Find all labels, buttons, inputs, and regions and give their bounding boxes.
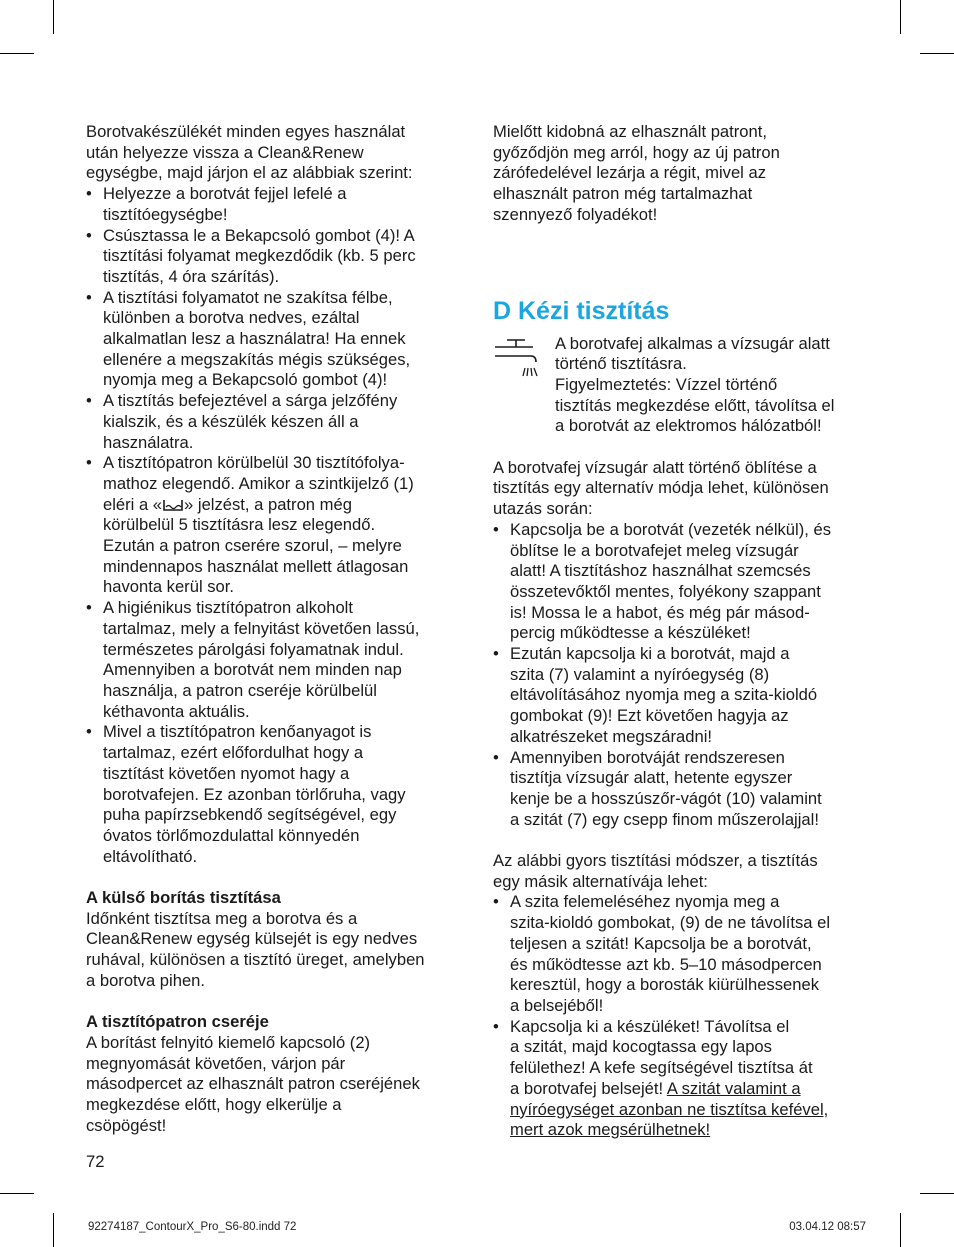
list-item: • A tisztítási folyamatot ne szakítsa félbe, különben a borotva nedves, ezáltal alkalmatlan lesz a használatra! Ha ennek ellenére a megszakítás mégis szükséges, nyomja meg a Bekapcsoló gombot (4)! xyxy=(86,288,466,392)
crop-mark xyxy=(0,53,34,54)
crop-mark xyxy=(900,1213,901,1247)
water-rinse-icon xyxy=(493,336,545,380)
footer-file-info: 92274187_ContourX_Pro_S6-80.indd 72 xyxy=(88,1221,297,1233)
list-item: • Kapcsolja ki a készüléket! Távolítsa el a szitát, majd kocogtassa egy lapos felülethez! A kefe segítségével tisztítsa át a borotvafej belsejét! A szitát valamint a nyíróegységet azonban ne tisztítsa kefével, mert azok megsérülhetnek! xyxy=(493,1017,873,1141)
left-column xyxy=(86,122,466,1136)
cartridge-replace-text: A borítást felnyitó kiemelő kapcsoló (2) megnyomását követően, várjon pár másodpercet az elhasznált patron cseréjének megkezdése előtt, hogy elkerülje a csöpögést! xyxy=(86,1032,420,1135)
footer-timestamp: 03.04.12 08:57 xyxy=(789,1221,866,1233)
intro-paragraph: Borotvakészülékét minden egyes használat után helyezze vissza a Clean&Renew egységbe, majd járjon el az alábbiak szerint: xyxy=(86,122,413,183)
quick-clean-paragraph: Az alábbi gyors tisztítási módszer, a tisztítás egy másik alternatívája lehet: xyxy=(493,851,818,891)
level-indicator-icon xyxy=(162,498,184,512)
rinse-steps-list xyxy=(493,520,873,831)
crop-mark xyxy=(920,53,954,54)
list-item: • A tisztítás befejeztével a sárga jelzőfény kialszik, és a készülék készen áll a használatra. xyxy=(86,391,466,453)
outer-cleaning-text: Időnként tisztítsa meg a borotva és a Clean&Renew egység külsejét is egy nedves ruhával, különösen a tisztító üreget, amelyben a borotva pihen. xyxy=(86,908,425,990)
list-item: • A tisztítópatron körülbelül 30 tisztítófolya- mathoz elegendő. Amikor a szintkijelző (1) eléri a « » jelzést, a patron még körülbelül 5 tisztításra lesz elegendő. Ezután a patron cserére szorul, – melyre mindennapos használat mellett átlagosan havonta kerül sor. xyxy=(86,453,466,598)
list-item: • Ezután kapcsolja ki a borotvát, majd a szita (7) valamint a nyíróegység (8) eltávolításához nyomja meg a szita-kioldó gombokat (9)! Ezt követően hagyja az alkatrészeket megszáradni! xyxy=(493,644,873,748)
brush-warning: A szitát valamint a xyxy=(666,1078,801,1098)
disposal-paragraph: Mielőtt kidobná az elhasznált patront, győződjön meg arról, hogy az új patron zárófedelével lezárja a régit, mivel az elhasznált patron még tartalmazhat szennyező folyadékot! xyxy=(493,122,780,224)
cleaning-steps-list xyxy=(86,184,466,867)
list-item: • A higiénikus tisztítópatron alkoholt tartalmaz, mely a felnyitást követően lassú, természetes párolgási folyamatnak indul. Amennyiben a borotvát nem minden nap használja, a patron cseréje körülbelül kéthavonta aktuális. xyxy=(86,598,466,722)
cartridge-replace-heading: A tisztítópatron cseréje xyxy=(86,1012,269,1032)
list-item: • A szita felemeléséhez nyomja meg a szita-kioldó gombokat, (9) de ne távolítsa el teljesen a szitát! Kapcsolja be a borotvát, és működtesse azt kb. 5–10 másodpercen keresztül, hogy a borosták kiürülhessenek a belsejéből! xyxy=(493,892,873,1016)
water-warning: A borotvafej alkalmas a vízsugár alatt történő tisztításra. Figyelmeztetés: Vízzel történő tisztítás megkezdése előtt, távolítsa el a borotvát az elektromos hálózatból! xyxy=(493,334,873,438)
list-item: • Csúsztassa le a Bekapcsoló gombot (4)! A tisztítási folyamat megkezdődik (kb. 5 perc tisztítás, 4 óra szárítás). xyxy=(86,226,466,288)
crop-mark xyxy=(920,1193,954,1194)
list-item: • Helyezze a borotvát fejjel lefelé a tisztítóegységbe! xyxy=(86,184,466,225)
section-title: D Kézi tisztítás xyxy=(493,296,670,325)
outer-cleaning-heading: A külső borítás tisztítása xyxy=(86,888,281,907)
list-item: • Kapcsolja be a borotvát (vezeték nélkül), és öblítse le a borotvafejet meleg vízsugár alatt! A tisztításhoz használhat szemcsés összetevőktől mentes, folyékony szappant is! Mossa le a habot, és még pár másod- percig működtesse a készüléket! xyxy=(493,520,873,644)
crop-mark xyxy=(53,0,54,34)
right-column xyxy=(493,122,873,1141)
crop-mark xyxy=(900,0,901,34)
quick-clean-list xyxy=(493,892,873,1140)
page-number: 72 xyxy=(86,1152,105,1171)
list-item: • Amennyiben borotváját rendszeresen tisztítja vízsugár alatt, hetente egyszer kenje be a hosszúszőr-vágót (10) valamint a szitát (7) egy csepp finom műszerolajjal! xyxy=(493,748,873,831)
list-item: • Mivel a tisztítópatron kenőanyagot is tartalmaz, ezért előfordulhat hogy a tisztítást követően nyomot hagy a borotvafejen. Ez azonban törlőruha, vagy puha papírzsebkendő segítségével, egy óvatos törlőmozdulattal könnyedén eltávolítható. xyxy=(86,722,466,867)
crop-mark xyxy=(0,1193,34,1194)
rinse-intro-paragraph: A borotvafej vízsugár alatt történő öblítése a tisztítás egy alternatív módja lehet, különösen utazás során: xyxy=(493,457,829,519)
crop-mark xyxy=(53,1213,54,1247)
